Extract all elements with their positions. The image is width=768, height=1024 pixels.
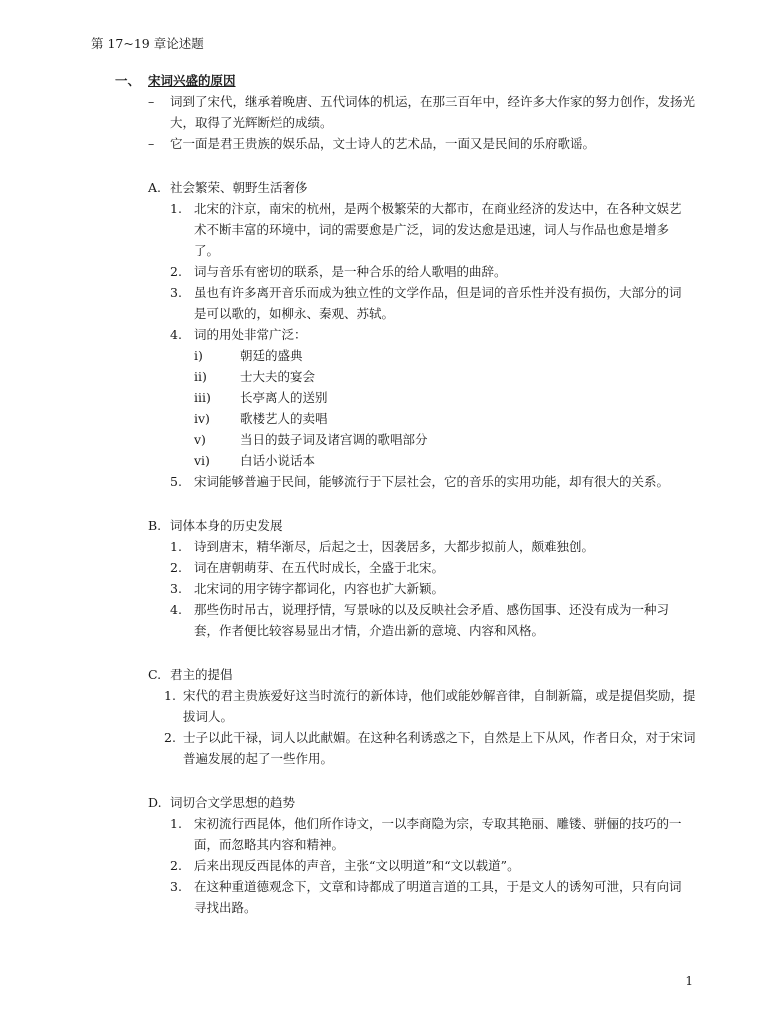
item-text: 虽也有许多离开音乐而成为独立性的文学作品，但是词的音乐性并没有损伤，大部分的词是可以歌的，如柳永、秦观、苏轼。 [194,285,682,321]
subsection-title: 词切合文学思想的趋势 [170,795,296,810]
item-number: 5. [170,474,182,489]
sub-item-text: 当日的鼓子词及诸宫调的歌唱部分 [240,432,428,447]
bullet-text: 它一面是君王贵族的娱乐品，文士诗人的艺术品，一面又是民间的乐府歌谣。 [170,136,596,151]
item-number: 3. [170,879,182,894]
list-item [0,876,768,918]
subsection-letter: B. [148,518,162,533]
sub-list-item [0,429,768,450]
item-text: 宋初流行西昆体，他们所作诗文，一以李商隐为宗，专取其艳丽、雕镂、骈俪的技巧的一面，而忽略其内容和精神。 [194,816,682,852]
list-item [0,855,768,876]
bullet-item [0,91,768,133]
subsection-heading-d [0,792,768,813]
item-number: 1. [170,539,182,554]
item-number: 4. [170,327,182,342]
list-item [0,557,768,578]
item-text: 士子以此干禄，词人以此献媚。在这种名利诱惑之下，自然是上下从风，作者日众，对于宋词普遍发展的起了一些作用。 [183,730,696,766]
subsection-title: 社会繁荣、朝野生活奢侈 [170,180,308,195]
subsection-heading-c [0,664,768,685]
sub-list-item [0,408,768,429]
list-item [0,471,768,492]
item-text: 词在唐朝萌芽、在五代时成长，全盛于北宋。 [194,560,445,575]
item-number: 3. [170,285,182,300]
item-number: 1. [170,201,182,216]
section-title: 宋词兴盛的原因 [148,73,236,88]
item-text: 北宋的汴京，南宋的杭州，是两个极繁荣的大都市，在商业经济的发达中，在各种文娱艺术不断丰富的环境中，词的需要愈是广泛，词的发达愈是迅速，词人与作品也愈是增多了。 [194,201,682,258]
roman-numeral: v) [194,432,206,447]
list-item [0,261,768,282]
item-number: 4. [170,602,182,617]
item-text: 诗到唐末，精华渐尽，后起之士，因袭居多，大都步拟前人，颇难独创。 [194,539,595,554]
subsection-heading-a [0,177,768,198]
section-number: 一、 [115,73,141,88]
bullet-text: 词到了宋代，继承着晚唐、五代词体的机运，在那三百年中，经许多大作家的努力创作，发扬光大，取得了光辉断烂的成绩。 [170,94,696,130]
item-text: 词与音乐有密切的联系，是一种合乐的给人歌唱的曲辞。 [194,264,507,279]
item-number: 3. [170,581,182,596]
roman-numeral: i) [194,348,203,363]
dash-marker: – [148,136,155,151]
item-text: 宋代的君主贵族爱好这当时流行的新体诗，他们或能妙解音律，自制新篇，或是提倡奖励，提拔词人。 [183,688,696,724]
subsection-title: 词体本身的历史发展 [170,518,283,533]
page-number: 1 [685,974,693,988]
sub-list-item [0,450,768,471]
item-text: 宋词能够普遍于民间，能够流行于下层社会，它的音乐的实用功能，却有很大的关系。 [194,474,670,489]
section-heading [0,70,768,91]
list-item [0,536,768,557]
item-text: 在这种重道德观念下，文章和诗都成了明道言道的工具，于是文人的诱匆可泄，只有向词寻找出路。 [194,879,682,915]
item-number: 2. [164,730,176,745]
roman-numeral: ii) [194,369,207,384]
item-number: 2. [170,264,182,279]
item-text: 词的用处非常广泛： [194,327,307,342]
item-number: 2. [170,858,182,873]
sub-list-item [0,366,768,387]
list-item [0,727,768,769]
item-number: 1. [164,688,176,703]
sub-list-item [0,387,768,408]
list-item [0,813,768,855]
roman-numeral: vi) [194,453,210,468]
roman-numeral: iv) [194,411,210,426]
bullet-item [0,133,768,154]
item-number: 2. [170,560,182,575]
sub-item-text: 白话小说话本 [240,453,316,468]
list-item [0,324,768,345]
list-item [0,685,768,727]
subsection-letter: D. [148,795,162,810]
item-text: 后来出现反西昆体的声音，主张“文以明道”和“文以载道”。 [194,858,520,873]
item-text: 北宋词的用字铸字都词化，内容也扩大新颖。 [194,581,445,596]
sub-item-text: 朝廷的盛典 [240,348,303,363]
item-number: 1. [170,816,182,831]
page-header: 第 17~19 章论述题 [91,36,204,51]
dash-marker: – [148,94,155,109]
sub-item-text: 长亭离人的送别 [240,390,328,405]
list-item [0,198,768,261]
subsection-heading-b [0,515,768,536]
sub-item-text: 士大夫的宴会 [240,369,316,384]
list-item [0,578,768,599]
subsection-letter: A. [148,180,162,195]
roman-numeral: iii) [194,390,211,405]
sub-item-text: 歌楼艺人的卖唱 [240,411,328,426]
subsection-title: 君主的提倡 [170,667,233,682]
sub-list-item [0,345,768,366]
list-item [0,599,768,641]
item-text: 那些伤时吊古，说理抒情，写景咏的以及反映社会矛盾、感伤国事、还没有成为一种习套，作者便比较容易显出才情，介造出新的意境、内容和风格。 [194,602,670,638]
list-item [0,282,768,324]
subsection-letter: C. [148,667,162,682]
document-body [0,70,768,918]
